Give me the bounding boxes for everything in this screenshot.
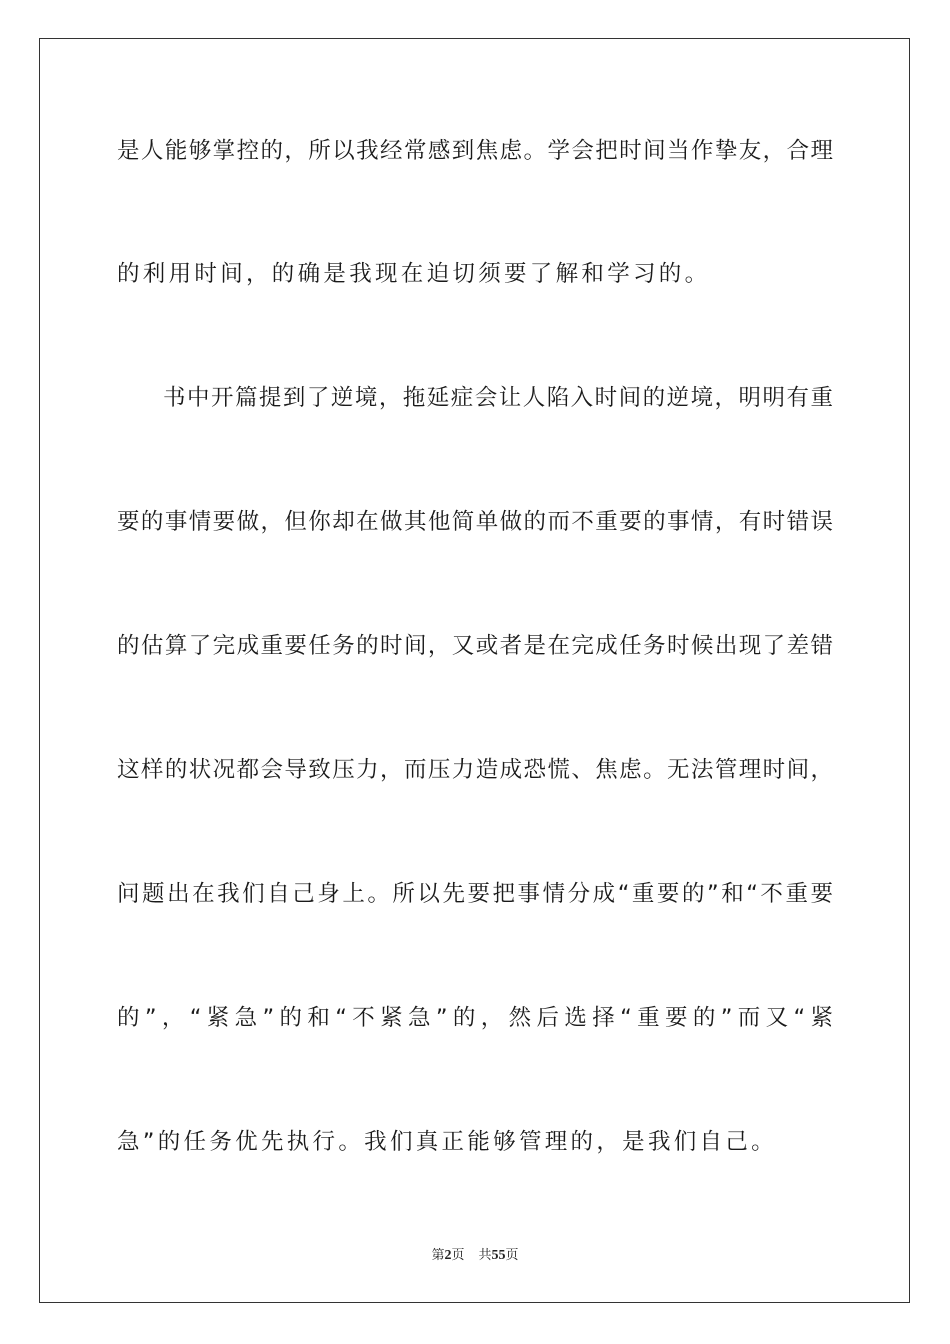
- text-line: 的估算了完成重要任务的时间，又或者是在完成任务时候出现了差错: [117, 633, 833, 659]
- text-line: 这样的状况都会导致压力，而压力造成恐慌、焦虑。无法管理时间，: [117, 757, 833, 783]
- page-number: 2: [444, 1248, 452, 1263]
- text-line: 急”的任务优先执行。我们真正能够管理的，是我们自己。: [117, 1129, 777, 1155]
- text-line: 书中开篇提到了逆境，拖延症会让人陷入时间的逆境，明明有重: [163, 385, 833, 411]
- page-prefix: 第: [431, 1248, 445, 1263]
- page-border: [39, 38, 910, 1303]
- total-pages: 55: [491, 1248, 506, 1263]
- text-line: 是人能够掌控的，所以我经常感到焦虑。学会把时间当作挚友，合理: [117, 138, 833, 164]
- page-suffix: 页: [451, 1248, 465, 1263]
- text-line: 要的事情要做，但你却在做其他简单做的而不重要的事情，有时错误: [117, 509, 833, 535]
- text-line: 的利用时间，的确是我现在迫切须要了解和学习的。: [117, 261, 711, 287]
- text-line: 问题出在我们自己身上。所以先要把事情分成“重要的”和“不重要: [117, 881, 833, 907]
- total-prefix: 共: [478, 1248, 492, 1263]
- page-footer: [0, 1247, 950, 1265]
- text-line: 的”，“紧急”的和“不紧急”的，然后选择“重要的”而又“紧: [117, 1005, 833, 1031]
- total-suffix: 页: [505, 1248, 519, 1263]
